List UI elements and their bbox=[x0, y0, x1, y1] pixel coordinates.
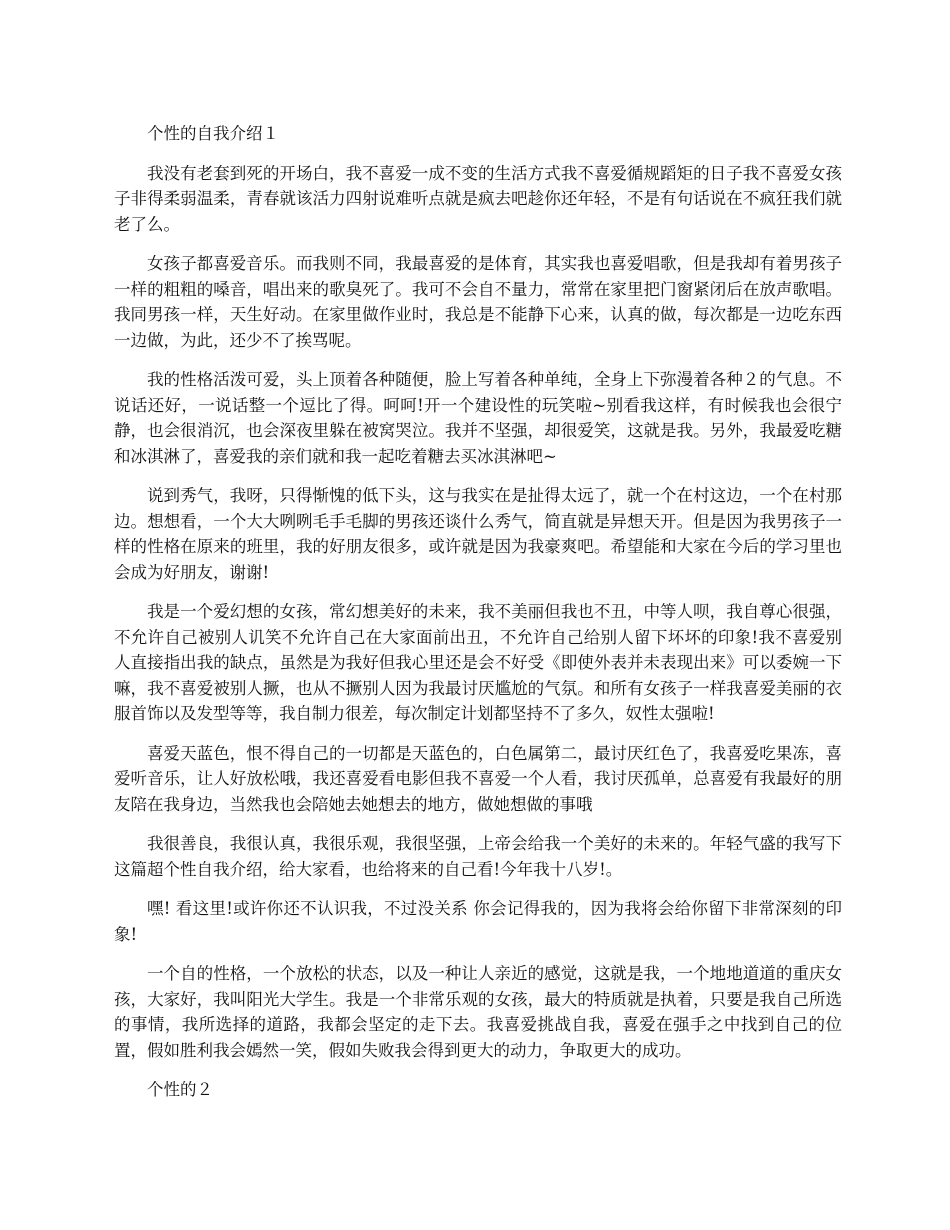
paragraph-2: 女孩子都喜爱音乐。而我则不同，我最喜爱的是体育，其实我也喜爱唱歌，但是我却有着男孩子一样的粗粗的嗓音，唱出来的歌臭死了。我可不会自不量力，常常在家里把门窗紧闭后在放声歌唱。我同男孩一样，天生好动。在家里做作业时，我总是不能静下心来，认真的做，每次都是一边吃东西一边做，为此，还少不了挨骂呢。 bbox=[114, 254, 842, 350]
next-section-title: 个性的２ bbox=[147, 1080, 213, 1099]
paragraph-4: 说到秀气，我呀，只得惭愧的低下头，这与我实在是扯得太远了，就一个在村这边，一个在村那边。想想看，一个大大咧咧毛手毛脚的男孩还谈什么秀气，简直就是异想天开。但是因为我男孩子一样的性格在原来的班里，我的好朋友很多，或许就是因为我豪爽吧。希望能和大家在今后的学习里也会成为好朋友，谢谢! bbox=[114, 486, 842, 582]
section-title: 个性的自我介绍１ bbox=[147, 124, 279, 143]
paragraph-7: 我很善良，我很认真，我很乐观，我很坚强，上帝会给我一个美好的未来的。年轻气盛的我写下这篇超个性自我介绍，给大家看，也给将来的自己看!今年我十八岁!。 bbox=[114, 834, 842, 879]
paragraph-9: 一个自的性格，一个放松的状态，以及一种让人亲近的感觉，这就是我，一个地地道道的重庆女孩，大家好，我叫阳光大学生。我是一个非常乐观的女孩，最大的特质就是执着，只要是我自己所选的事情，我所选择的道路，我都会坚定的走下去。我喜爱挑战自我，喜爱在强手之中找到自己的位置，假如胜利我会嫣然一笑，假如失败我会得到更大的动力，争取更大的成功。 bbox=[114, 964, 842, 1060]
paragraph-8: 嘿! 看这里!或许你还不认识我，不过没关系 你会记得我的，因为我将会给你留下非常深刻的印象! bbox=[114, 899, 842, 944]
paragraph-3: 我的性格活泼可爱，头上顶着各种随便，脸上写着各种单纯，全身上下弥漫着各种２的气息。不说话还好，一说话整一个逗比了得。呵呵!开一个建设性的玩笑啦~别看我这样，有时候我也会很宁静，也会很消沉，也会深夜里躲在被窝哭泣。我并不坚强，却很爱笑，这就是我。另外，我最爱吃糖和冰淇淋了，喜爱我的亲们就和我一起吃着糖去买冰淇淋吧~ bbox=[114, 370, 842, 466]
paragraph-1: 我没有老套到死的开场白，我不喜爱一成不变的生活方式我不喜爱循规蹈矩的日子我不喜爱女孩子非得柔弱温柔，青春就该活力四射说难听点就是疯去吧趁你还年轻，不是有句话说在不疯狂我们就老了么。 bbox=[114, 163, 842, 234]
paragraph-6: 喜爱天蓝色，恨不得自己的一切都是天蓝色的，白色属第二，最讨厌红色了，我喜爱吃果冻，喜爱听音乐，让人好放松哦，我还喜爱看电影但我不喜爱一个人看，我讨厌孤单，总喜爱有我最好的朋友陪在我身边，当然我也会陪她去她想去的地方，做她想做的事哦 bbox=[114, 743, 842, 814]
document-page bbox=[114, 121, 842, 1117]
paragraph-5: 我是一个爱幻想的女孩，常幻想美好的未来，我不美丽但我也不丑，中等人呗，我自尊心很强，不允许自己被别人讥笑不允许自己在大家面前出丑，不允许自己给别人留下坏坏的印象!我不喜爱别人直接指出我的缺点，虽然是为我好但我心里还是会不好受《即使外表并未表现出来》可以委婉一下嘛，我不喜爱被别人撅，也从不撅别人因为我最讨厌尴尬的气氛。和所有女孩子一样我喜爱美丽的衣服首饰以及发型等等，我自制力很差，每次制定计划都坚持不了多久，奴性太强啦! bbox=[114, 602, 842, 723]
